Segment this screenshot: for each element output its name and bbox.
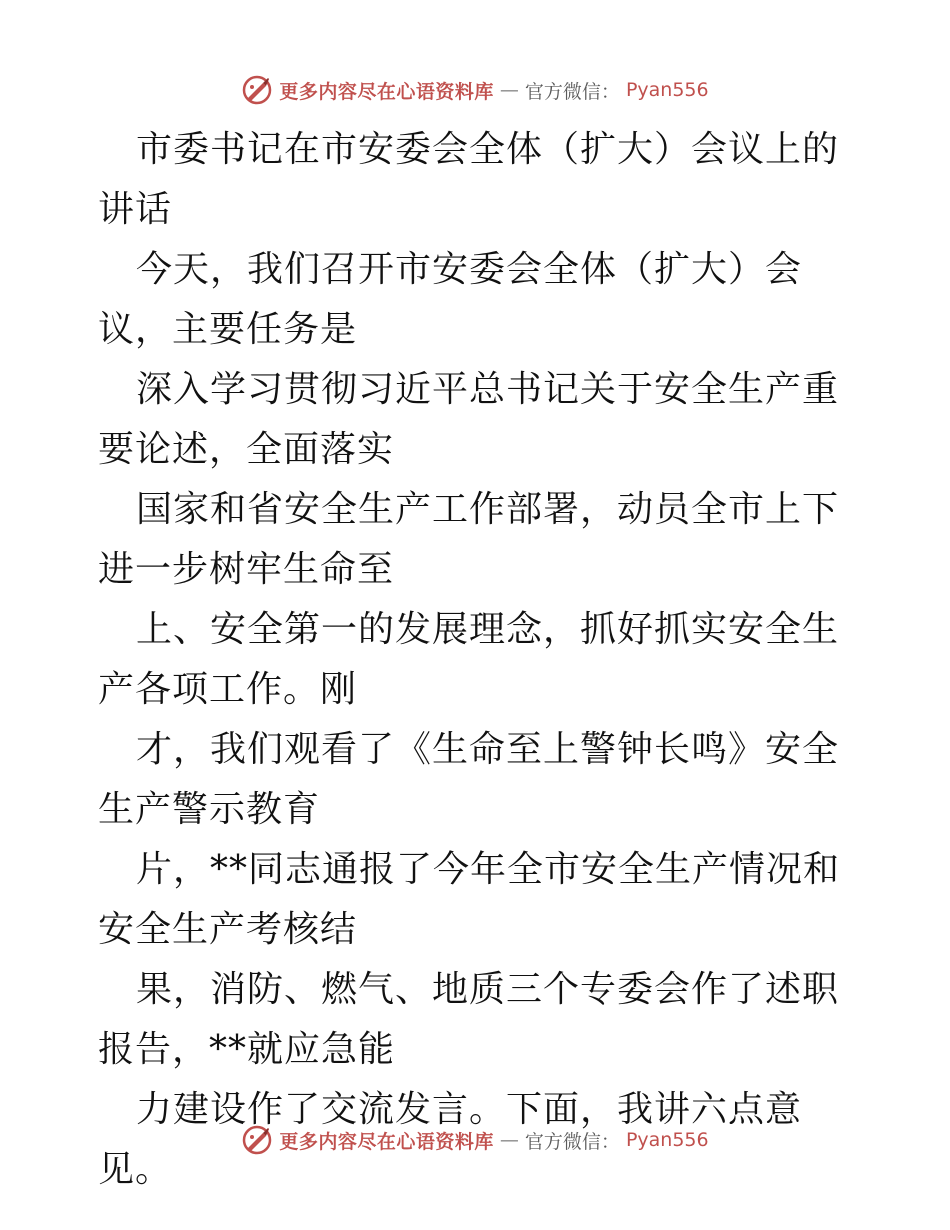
paragraph-line: 今天，我们召开市安委会全体（扩大）会议，主要任务是: [98, 249, 803, 350]
quill-pen-circle-icon: [241, 1124, 273, 1156]
paragraph-line: 片，**同志通报了今年全市安全生产情况和安全生产考核结: [98, 849, 841, 950]
paragraph-line: 上、安全第一的发展理念，抓好抓实安全生产各项工作。刚: [98, 609, 840, 710]
banner-wechat-id: Pyan556: [625, 1129, 709, 1151]
paragraph-line: 才，我们观看了《生命至上警钟长鸣》安全生产警示教育: [98, 729, 840, 830]
banner-wechat-label: 官方微信：: [524, 80, 620, 103]
banner-wechat-id: Pyan556: [625, 79, 709, 101]
paragraph-line: 深入学习贯彻习近平总书记关于安全生产重要论述，全面落实: [98, 369, 840, 470]
paragraph-line: 力建设作了交流发言。下面，我讲六点意见。: [98, 1089, 803, 1190]
banner-brand-text: 更多内容尽在心语资料库: [279, 1130, 494, 1153]
paragraph-line: 国家和省安全生产工作部署，动员全市上下进一步树牢生命至: [98, 489, 840, 590]
footer-banner: [0, 1120, 950, 1160]
banner-brand-text: 更多内容尽在心语资料库: [279, 80, 494, 103]
banner-dash: —: [499, 79, 519, 101]
document-body: [98, 120, 858, 1200]
header-banner: [0, 70, 950, 110]
paragraph-line: 果，消防、燃气、地质三个专委会作了述职报告，**就应急能: [98, 969, 840, 1070]
banner-dash: —: [499, 1129, 519, 1151]
document-title: 市委书记在市安委会全体（扩大）会议上的讲话: [98, 129, 840, 230]
quill-pen-circle-icon: [241, 74, 273, 106]
banner-wechat-label: 官方微信：: [524, 1130, 620, 1153]
